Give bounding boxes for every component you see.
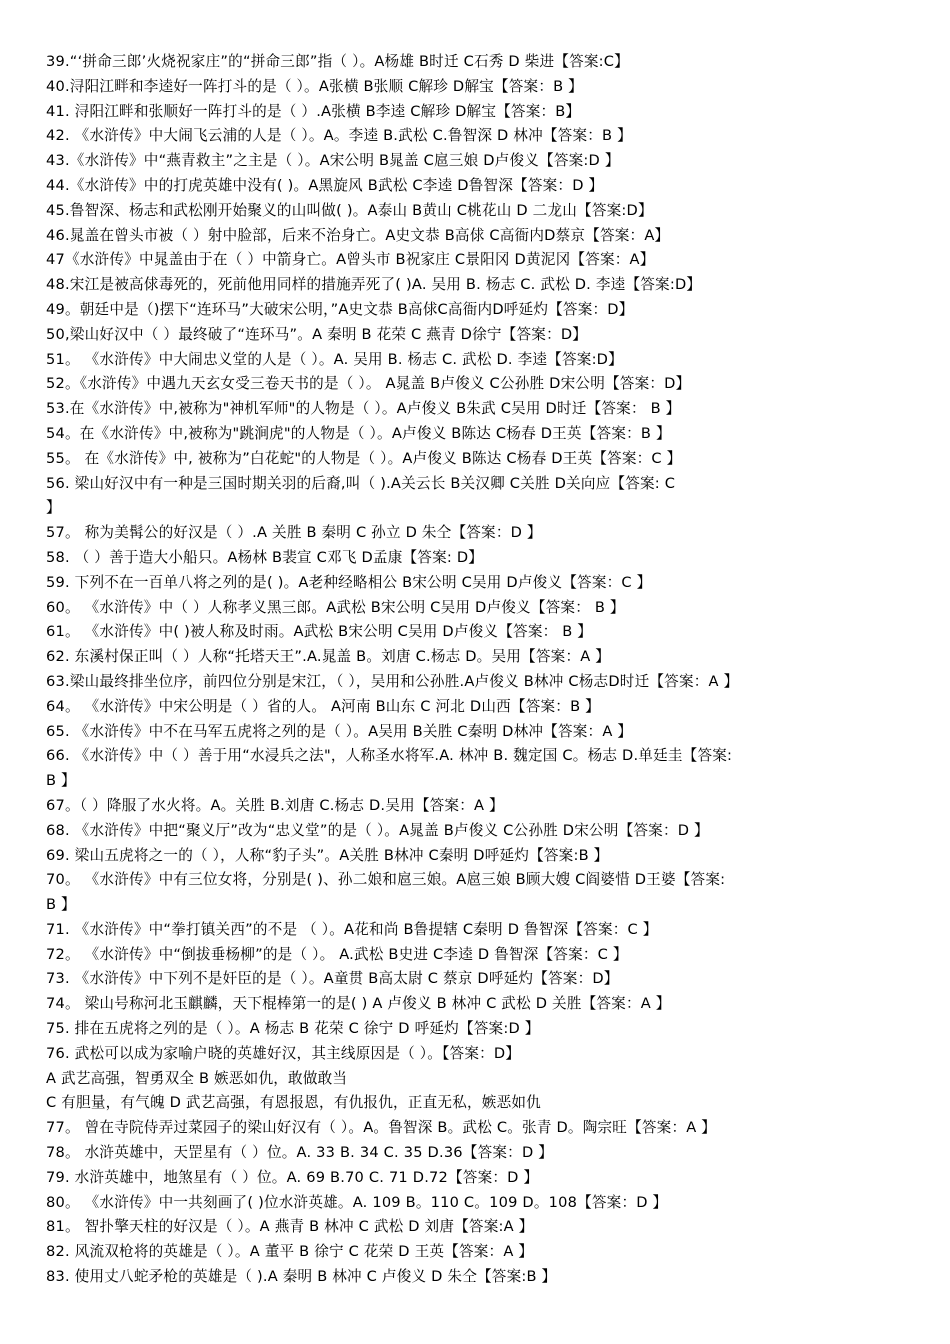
question-line: 83. 使用丈八蛇矛枪的英雄是（ ).A 秦明 B 林冲 C 卢俊义 D 朱仝【答案:B 】	[46, 1268, 557, 1286]
question-line: 44.《水浒传》中的打虎英雄中没有( )。A黑旋风 B武松 C李逵 D鲁智深【答案：D 】	[46, 176, 604, 194]
question-line: 52。《水浒传》中遇九天玄女受三卷天书的是（ ）。 A晁盖 B卢俊义 C公孙胜 D宋公明【答案：D】	[46, 375, 691, 393]
question-line: 79. 水浒英雄中，地煞星有（ ）位。A. 69 B.70 C. 71 D.72【答案：D 】	[46, 1168, 539, 1186]
question-line: 41. 浔阳江畔和张顺好一阵打斗的是（ ）.A张横 B李逵 C解珍 D解宝【答案：B】	[46, 102, 581, 120]
question-list	[46, 50, 910, 1290]
question-line: 64。 《水浒传》中宋公明是（ ）省的人。 A河南 B山东 C 河北 D山西【答案：B 】	[46, 697, 600, 715]
question-line: 66. 《水浒传》中（ ）善于用“水浸兵之法"，人称圣水将军.A. 林冲 B. 魏定国 C。杨志 D.单廷圭【答案:	[46, 747, 733, 765]
question-line: 74。 梁山号称河北玉麒麟，天下棍棒第一的是( ) A 卢俊义 B 林冲 C 武松 D 关胜【答案：A 】	[46, 995, 671, 1013]
question-line: 73. 《水浒传》中下列不是奸臣的是（ ）。A童贯 B高太尉 C 蔡京 D呼延灼【答案：D】	[46, 970, 619, 988]
question-line: 42. 《水浒传》中大闹飞云浦的人是（ ）。A。李逵 B.武松 C.鲁智深 D 林冲【答案：B 】	[46, 127, 632, 145]
question-line: 71. 《水浒传》中“拳打镇关西”的不是 （ ）。A花和尚 B鲁提辖 C秦明 D 鲁智深【答案：C 】	[46, 920, 658, 938]
question-line: 78。 水浒英雄中，天罡星有（ ）位。A. 33 B. 34 C. 35 D.36【答案：D 】	[46, 1144, 554, 1162]
question-line: 81。 智扑擎天柱的好汉是（ ）。A 燕青 B 林冲 C 武松 D 刘唐【答案:A 】	[46, 1218, 534, 1236]
question-line: 47《水浒传》中晁盖由于在（ ）中箭身亡。A曾头市 B祝家庄 C景阳冈 D黄泥冈【答案：A】	[46, 251, 655, 269]
question-line: 48.宋江是被高俅毒死的，死前他用同样的措施弄死了( )A. 吴用 B. 杨志 C. 武松 D. 李逵【答案:D】	[46, 276, 702, 294]
question-line: 68. 《水浒传》中把“聚义厅”改为“忠义堂”的是（ ）。A晁盖 B卢俊义 C公孙胜 D宋公明【答案：D 】	[46, 821, 709, 839]
question-line: 60。 《水浒传》中（ ）人称孝义黑三郎。A武松 B宋公明 C吴用 D卢俊义【答案： B 】	[46, 598, 625, 616]
question-line: C 有胆量，有气魄 D 武艺高强，有恩报恩，有仇报仇，正直无私，嫉恶如仇	[46, 1094, 541, 1112]
question-line: 69. 梁山五虎将之一的（ ），人称“豹子头”。A关胜 B林冲 C秦明 D呼延灼【答案:B 】	[46, 846, 609, 864]
question-line: 82. 风流双枪将的英雄是（ ）。A 董平 B 徐宁 C 花荣 D 王英【答案：A 】	[46, 1243, 534, 1261]
question-line: 46.晁盖在曾头市被（ ）射中脸部，后来不治身亡。A史文恭 B高俅 C高衙内D蔡京【答案：A】	[46, 226, 670, 244]
question-line: 55。 在《水浒传》中, 被称为”白花蛇"的人物是（ ）。A卢俊义 B陈达 C杨春 D王英【答案：C 】	[46, 449, 682, 467]
question-line: 62. 东溪村保正叫（ ）人称“托塔天王”.A.晁盖 B。刘唐 C.杨志 D。吴用【答案：A 】	[46, 648, 611, 666]
question-line: 57。 称为美髯公的好汉是（ ）.A 关胜 B 秦明 C 孙立 D 朱仝【答案：D 】	[46, 524, 542, 542]
question-line: 43.《水浒传》中“燕青救主”之主是（ ）。A宋公明 B晁盖 C扈三娘 D卢俊义【答案:D 】	[46, 152, 620, 170]
question-line: 40.浔阳江畔和李逵好一阵打斗的是（ ）。A张横 B张顺 C解珍 D解宝【答案：B 】	[46, 77, 583, 95]
question-line: B 】	[46, 772, 76, 790]
question-line: 58. （ ）善于造大小船只。A杨林 B裴宣 C邓飞 D孟康【答案: D】	[46, 548, 484, 566]
question-line: 72。 《水浒传》中“倒拔垂杨柳”的是（ ）。 A.武松 B史进 C李逵 D 鲁智深【答案：C 】	[46, 945, 628, 963]
question-line: 75. 排在五虎将之列的是（ ）。A 杨志 B 花荣 C 徐宁 D 呼延灼【答案:D 】	[46, 1020, 540, 1038]
question-line: 51。 《水浒传》中大闹忠义堂的人是（ ）。A. 吴用 B. 杨志 C. 武松 D. 李逵【答案:D】	[46, 350, 623, 368]
question-line: 70。 《水浒传》中有三位女将，分别是( )、孙二娘和扈三娘。A扈三娘 B顾大嫂 C阎婆惜 D王婆【答案:	[46, 871, 726, 889]
question-line: B 】	[46, 896, 76, 914]
question-line: 45.鲁智深、杨志和武松刚开始聚义的山叫做( )。A泰山 B黄山 C桃花山 D 二龙山【答案:D】	[46, 201, 653, 219]
question-line: 63.梁山最终排坐位序，前四位分别是宋江，（ ），吴用和公孙胜.A卢俊义 B林冲 C杨志D时迁【答案：A 】	[46, 672, 739, 690]
question-line: 54。在《水浒传》中,被称为"跳涧虎"的人物是（ ）。A卢俊义 B陈达 C杨春 D王英【答案：B 】	[46, 424, 671, 442]
question-line: 56. 梁山好汉中有一种是三国时期关羽的后裔,叫（ ).A关云长 B关汉卿 C关胜 D关向应【答案: C	[46, 474, 676, 492]
question-line: A 武艺高强，智勇双全 B 嫉恶如仇，敢做敢当	[46, 1069, 348, 1087]
question-line: 76. 武松可以成为家喻户晓的英雄好汉，其主线原因是（ ）。【答案：D】	[46, 1044, 521, 1062]
question-line: 80。 《水浒传》中一共刻画了( )位水浒英雄。A. 109 B。110 C。109 D。108【答案：D 】	[46, 1193, 668, 1211]
question-line: 49。朝廷中是（)摆下“连环马”大破宋公明，”A史文恭 B高俅C高衙内D呼延灼【答案：D】	[46, 300, 634, 318]
question-line: 】	[46, 499, 61, 517]
question-line: 61。 《水浒传》中( )被人称及时雨。A武松 B宋公明 C吴用 D卢俊义【答案： B 】	[46, 623, 593, 641]
question-line: 65. 《水浒传》中不在马军五虎将之列的是（ ）。A吴用 B关胜 C秦明 D林冲【答案：A 】	[46, 722, 633, 740]
question-line: 67。（ ）降服了水火将。A。关胜 B.刘唐 C.杨志 D.吴用【答案：A 】	[46, 796, 504, 814]
question-line: 50,梁山好汉中（ ）最终破了“连环马”。A 秦明 B 花荣 C 燕青 D徐宁【答案：D】	[46, 325, 588, 343]
question-line: 53.在《水浒传》中,被称为"神机军师"的人物是（ ）。A卢俊义 B朱武 C吴用 D时迁【答案： B 】	[46, 400, 681, 418]
question-line: 39.“‘拼命三郎’火烧祝家庄”的“拼命三郎”指（ ）。A杨雄 B时迁 C石秀 D 柴进【答案:C】	[46, 53, 629, 70]
question-line: 77。 曾在寺院侍弄过菜园子的梁山好汉有（ ）。A。鲁智深 B。武松 C。张青 D。陶宗旺【答案：A 】	[46, 1119, 717, 1137]
question-line: 59. 下列不在一百单八将之列的是( )。A老种经略相公 B宋公明 C吴用 D卢俊义【答案：C 】	[46, 573, 652, 591]
